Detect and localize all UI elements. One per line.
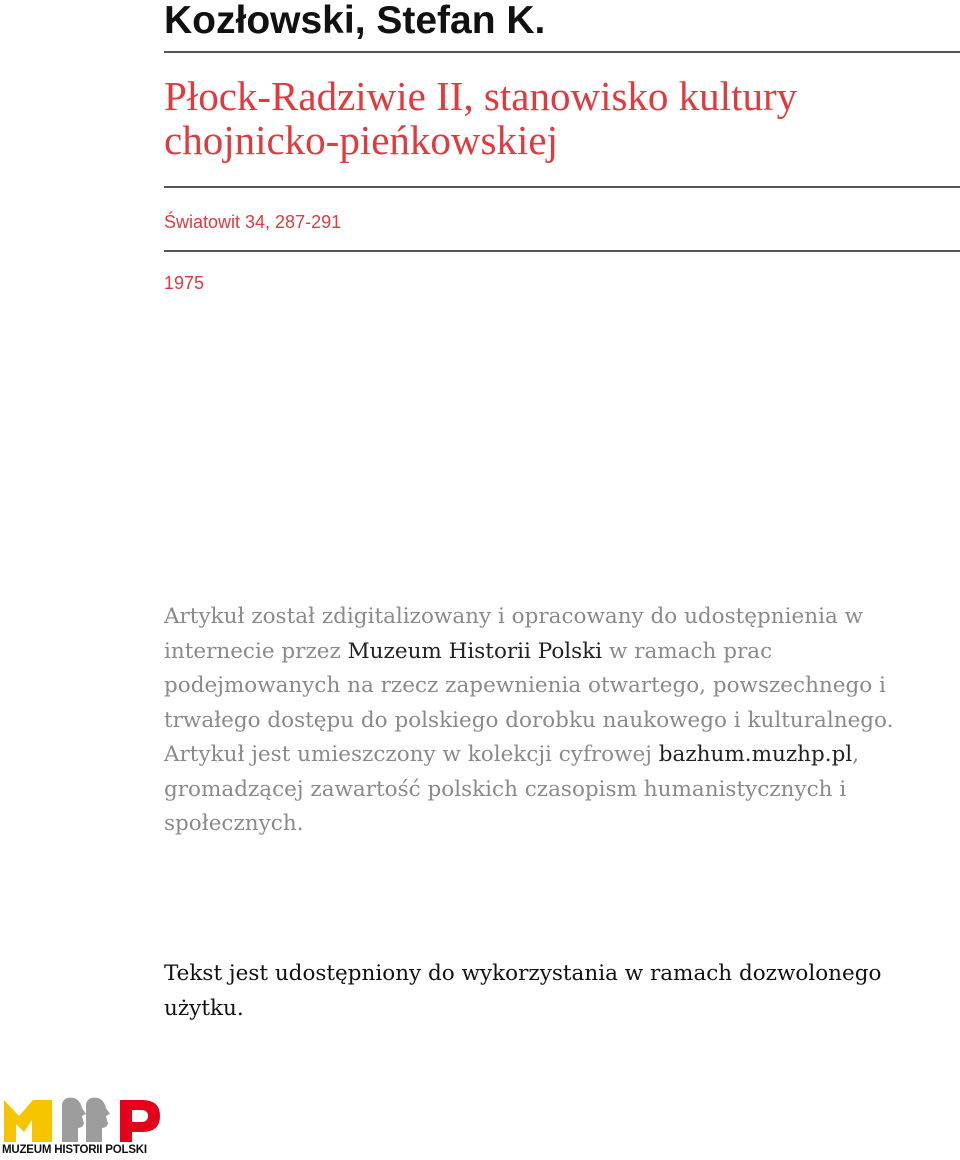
author-name: Kozłowski, Stefan K.	[164, 0, 546, 42]
digitization-notice	[164, 600, 924, 842]
logo-h-shape	[86, 1098, 110, 1142]
logo-h-shape	[62, 1098, 86, 1142]
divider	[164, 51, 960, 53]
notice-text: , gromadzącej zawartość polskich czasopism humanistycznych i społecznych.	[164, 742, 860, 836]
logo-caption: MUZEUM HISTORII POLSKI	[2, 1144, 147, 1156]
notice-text: w ramach prac podejmowanych na rzecz zapewnienia otwartego, powszechnego i trwałego dostępu do polskiego dorobku naukowego i kulturalnego. Artykuł jest umieszczony w kolekcji cyfrowej	[164, 638, 894, 767]
divider	[164, 186, 960, 188]
notice-text: Artykuł został zdigitalizowany i opracowany do udostępnienia w internecie przez	[164, 604, 864, 664]
divider	[164, 250, 960, 252]
source-citation: Światowit 34, 287-291	[164, 212, 342, 232]
article-title: Płock-Radziwie II, stanowisko kultury chojnicko-pieńkowskiej	[164, 73, 798, 163]
publication-year: 1975	[164, 273, 205, 293]
bazhum-link[interactable]: bazhum.muzhp.pl	[658, 742, 853, 767]
museum-link[interactable]: Muzeum Historii Polski	[347, 638, 603, 664]
logo-p-counter	[132, 1110, 148, 1122]
license-notice: Tekst jest udostępniony do wykorzystania w ramach dozwolonego użytku.	[164, 961, 882, 1021]
